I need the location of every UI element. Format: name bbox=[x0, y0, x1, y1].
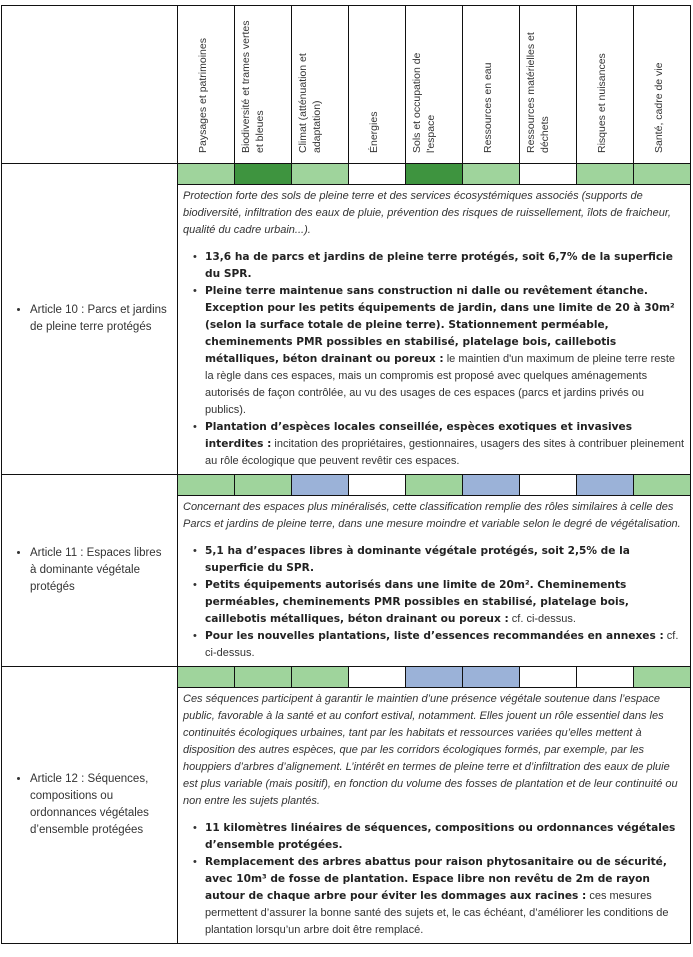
article-description-cell bbox=[178, 688, 691, 944]
impact-indicator-blue bbox=[463, 667, 520, 688]
bullet-item bbox=[193, 577, 686, 628]
bullet-normal-text: le maintien d'un maximum de pleine terre reste la règle dans ces espaces, mais un compromis est proposé avec quelques aménagements autorisés de façon contrôlée, au vu des usages de ces espaces (parcs et jardins privés ou publics). bbox=[205, 353, 676, 416]
bullet-item bbox=[193, 820, 686, 854]
indicator-row bbox=[2, 475, 691, 496]
header-row bbox=[2, 6, 691, 164]
article-label-cell bbox=[2, 164, 178, 475]
bullet-normal-text: cf. ci-dessus. bbox=[508, 613, 576, 625]
impact-indicator-none bbox=[520, 667, 577, 688]
article-description-cell bbox=[178, 496, 691, 667]
column-header: Risques et nuisances bbox=[577, 6, 634, 164]
article-description-cell bbox=[178, 185, 691, 475]
article-bullets bbox=[183, 820, 686, 939]
bullet-bold-text: Petits équipements autorisés dans une limite de 20m². Cheminements perméables, cheminements PMR possibles en stabilisé, platelage bois, caillebotis métalliques, béton drainant ou poreux : bbox=[205, 579, 629, 625]
impact-indicator-none bbox=[349, 667, 406, 688]
bullet-item bbox=[193, 628, 686, 662]
article-label: • Article 11 : Espaces libres à dominante végétale protégés bbox=[30, 545, 171, 596]
impact-indicator-blue bbox=[292, 475, 349, 496]
impact-indicator-light bbox=[178, 164, 235, 185]
article-bullets bbox=[183, 543, 686, 662]
impact-indicator-light bbox=[292, 164, 349, 185]
bullet-item bbox=[193, 283, 686, 419]
article-label-list bbox=[2, 302, 177, 336]
bullet-bold-text: Pleine terre maintenue sans construction ni dalle ou revêtement étanche. Exception pour les petits équipements de jardin, dans une limite de 20 à 30m² (selon la surface totale de pleine terre). Stationnement perméable, cheminements PMR possibles en stabilisé, platelage bois, caillebotis métalliques, béton drainant ou poreux : bbox=[205, 285, 675, 365]
bullet-bold-text: 13,6 ha de parcs et jardins de pleine terre protégés, soit 6,7% de la superficie du SPR. bbox=[205, 251, 673, 280]
evaluation-table bbox=[1, 5, 691, 944]
bullet-bold-text: 11 kilomètres linéaires de séquences, compositions ou ordonnances végétales d’ensemble protégées. bbox=[205, 822, 676, 851]
article-label-list bbox=[2, 545, 177, 596]
impact-indicator-light bbox=[292, 667, 349, 688]
bullet-normal-text: incitation des propriétaires, gestionnaires, usagers des sites à contribuer pleinement au rôle écologique que peuvent revêtir ces espaces. bbox=[205, 438, 685, 467]
article-intro: Ces séquences participent à garantir le maintien d’une présence végétale soutenue dans l’espace public, favorable à la santé et au confort estival, notamment. Elles jouent un rôle essentiel dans les continuités écologiques urbaines, tant par les habitats et ressources variées qu’elles mettent à disposition des autres espèces, que par les corridors écologiques formés, par exemple, par les houppiers d’arbres d’alignement. L’intérêt en termes de pleine terre et d’infiltration des eaux de pluie est plus variable (mais positif), en fonction du volume des fosses de plantation et de leur continuité ou non entre les sujets plantés. bbox=[183, 693, 678, 807]
impact-indicator-light bbox=[634, 667, 691, 688]
bullet-bold-text: Remplacement des arbres abattus pour raison phytosanitaire ou de sécurité, avec 10m³ de fosse de plantation. Espace libre non revêtu de 2m de rayon autour de chaque arbre pour éviter les dommages aux racines : bbox=[205, 856, 667, 902]
indicator-row bbox=[2, 164, 691, 185]
article-label: • Article 10 : Parcs et jardins de pleine terre protégés bbox=[30, 302, 171, 336]
column-header: Énergies bbox=[349, 6, 406, 164]
impact-indicator-light bbox=[235, 475, 292, 496]
article-intro: Concernant des espaces plus minéralisés, cette classification remplie des rôles similaires à celle des Parcs et jardins de pleine terre, dans une mesure moindre et variable selon le degré de végétalisation. bbox=[183, 501, 681, 530]
article-intro: Protection forte des sols de pleine terre et des services écosystémiques associés (supports de biodiversité, infiltration des eaux de pluie, prévention des risques de ruissellement, îlots de fraicheur, qualité du cadre urbain...). bbox=[183, 190, 671, 236]
bullet-item bbox=[193, 543, 686, 577]
impact-indicator-light bbox=[634, 475, 691, 496]
impact-indicator-light bbox=[463, 164, 520, 185]
impact-indicator-none bbox=[577, 667, 634, 688]
impact-indicator-blue bbox=[577, 475, 634, 496]
impact-indicator-blue bbox=[463, 475, 520, 496]
column-header: Ressources en eau bbox=[463, 6, 520, 164]
impact-indicator-light bbox=[235, 667, 292, 688]
column-header: Climat (atténuation et adaptation) bbox=[292, 6, 349, 164]
impact-indicator-blue bbox=[406, 667, 463, 688]
column-header: Biodiversité et trames vertes et bleues bbox=[235, 6, 292, 164]
bullet-bold-text: Plantation d’espèces locales conseillée, espèces exotiques et invasives interdites : bbox=[205, 421, 633, 450]
impact-indicator-none bbox=[349, 475, 406, 496]
column-header: Ressources matérielles et déchets bbox=[520, 6, 577, 164]
column-header: Sols et occupation de l'espace bbox=[406, 6, 463, 164]
article-bullets bbox=[183, 249, 686, 470]
bullet-normal-text: cf. ci-dessus. bbox=[205, 630, 679, 659]
impact-indicator-light bbox=[178, 667, 235, 688]
impact-indicator-none bbox=[520, 475, 577, 496]
impact-indicator-dark bbox=[406, 164, 463, 185]
bullet-item bbox=[193, 854, 686, 939]
article-label-list bbox=[2, 771, 177, 839]
bullet-item bbox=[193, 249, 686, 283]
article-label-cell bbox=[2, 475, 178, 667]
header-corner-cell bbox=[2, 6, 178, 164]
impact-indicator-none bbox=[520, 164, 577, 185]
article-label: • Article 12 : Séquences, compositions ou ordonnances végétales d’ensemble protégées bbox=[30, 771, 171, 839]
impact-indicator-dark bbox=[235, 164, 292, 185]
column-header: Paysages et patrimoines bbox=[178, 6, 235, 164]
column-header: Santé, cadre de vie bbox=[634, 6, 691, 164]
impact-indicator-light bbox=[634, 164, 691, 185]
impact-indicator-light bbox=[406, 475, 463, 496]
impact-indicator-light bbox=[178, 475, 235, 496]
bullet-bold-text: 5,1 ha d’espaces libres à dominante végétale protégés, soit 2,5% de la superficie du SPR. bbox=[205, 545, 630, 574]
bullet-bold-text: Pour les nouvelles plantations, liste d’essences recommandées en annexes : bbox=[205, 630, 664, 642]
impact-indicator-none bbox=[349, 164, 406, 185]
bullet-normal-text: ces mesures permettent d’assurer la bonne santé des sujets et, le cas échéant, d’améliorer les conditions de plantation lorsqu’un arbre doit être remplacé. bbox=[205, 890, 669, 936]
impact-indicator-light bbox=[577, 164, 634, 185]
article-label-cell bbox=[2, 667, 178, 944]
bullet-item bbox=[193, 419, 686, 470]
indicator-row bbox=[2, 667, 691, 688]
